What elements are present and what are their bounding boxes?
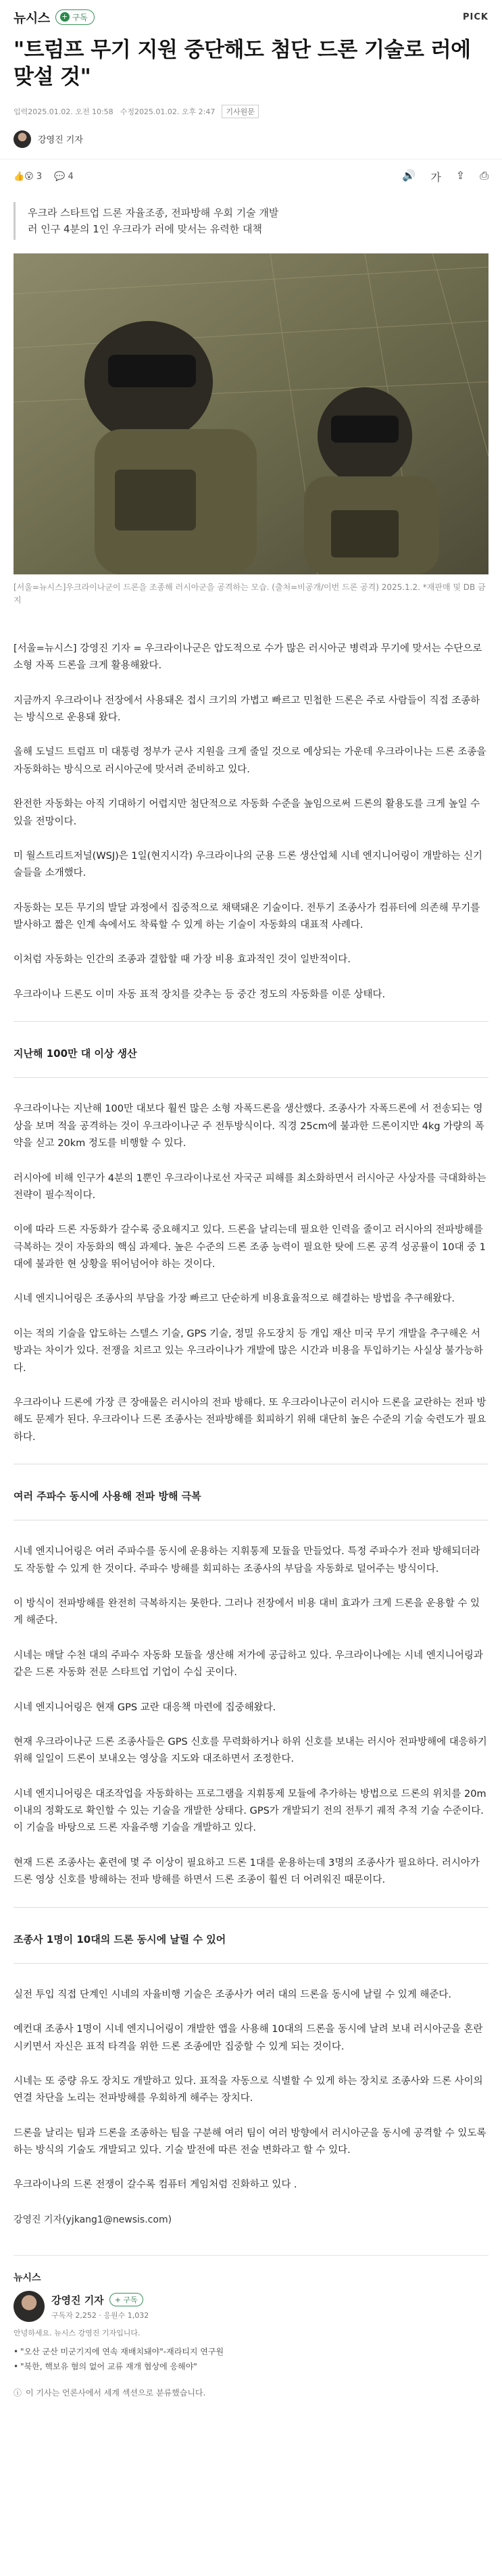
share-icon[interactable]: ⇪ (455, 168, 466, 182)
paragraph: 드론을 날리는 팀과 드론을 조종하는 팀을 구분해 여러 팀이 여러 방향에서 러시아군을 동시에 공격할 수 있도록 하는 방식의 기술도 개발되고 있다. 기술 발전에 따른 전술 변화라고 할 수 있다. (14, 2127, 486, 2156)
comment-count: 4 (68, 171, 74, 182)
paragraph: 자동화는 모든 무기의 발달 과정에서 집중적으로 채택돼온 기술이다. 전투기 조종사가 컴퓨터에 의존해 무기를 발사하고 짧은 인계 속에서도 착륙할 수 있게 하는 기술이 자동화의 대표적 사례다. (14, 902, 480, 931)
paragraph: 우크라이나의 드론 전쟁이 갈수록 컴퓨터 게임처럼 진화하고 있다 . (14, 2179, 297, 2191)
drone-operators-illustration (14, 253, 488, 574)
paragraph: [서울=뉴시스] 강영진 기자 = 우크라이나군은 압도적으로 수가 많은 러시아군 병력과 무기에 맞서는 수단으로 소형 자폭 드론을 크게 활용해왔다. (14, 643, 482, 672)
paragraph: 미 월스트리트저널(WSJ)은 1일(현지시각) 우크라이나의 군용 드론 생산업체 시네 엔지니어링이 개발하는 신기술들을 소개했다. (14, 850, 483, 879)
press-logo[interactable]: 뉴시스 (14, 11, 50, 26)
subscribe-button[interactable] (55, 9, 95, 25)
comment-icon: 💬 (54, 171, 66, 182)
paragraph: 시네 엔지니어링은 여러 주파수를 동시에 운용하는 지휘통제 모듈을 만들었다. 특정 주파수가 전파 방해되더라도 작동할 수 있게 한 것이다. 주파수 방해를 회피하는 조종사의 부담을 자동화로 덜어주는 방식이다. (14, 1546, 480, 1575)
section-heading-2: 여러 주파수 동시에 사용해 전파 방해 극복 (14, 1487, 488, 1520)
reporter-subscribe-button[interactable]: + 구독 (109, 2293, 143, 2306)
reporter-card-name[interactable]: 강영진 기자 (51, 2294, 104, 2306)
plus-icon: + (60, 12, 70, 22)
paragraph: 우크라이나 드론에 가장 큰 장애물은 러시아의 전파 방해다. 또 우크라이나군이 러시아 드론을 교란하는 전파 방해도 문제가 된다. 우크라이나 드론 조종사는 전파방해를 회피하기 위해 대단히 높은 수준의 기술 숙련도가 필요하다. (14, 1397, 486, 1443)
paragraph: 시네는 또 중량 유도 장치도 개발하고 있다. 표적을 자동으로 식별할 수 있게 하는 장치로 조종사와 드론 사이의 연결 차단을 노리는 전파방해를 우회하게 해주는 장치다. (14, 2075, 483, 2104)
section-heading-1: 지난해 100만 대 이상 생산 (14, 1045, 488, 1078)
reporter-email-byline: 강영진 기자(yjkang1@newsis.com) (14, 2214, 172, 2225)
reporter-name[interactable]: 강영진 기자 (38, 135, 83, 146)
reporter-card (14, 2255, 488, 2374)
reporter-card-intro: 안녕하세요. 뉴시스 강영진 기자입니다. (14, 2329, 141, 2338)
action-bar (0, 159, 502, 194)
paragraph: 현재 우크라이나군 드론 조종사들은 GPS 신호를 무력화하거나 하위 신호를 보내는 러시아 전파방해에 대응하기 위해 일일이 드론이 보내오는 영상을 지도와 대조하면서 조정한다. (14, 1736, 487, 1765)
article-meta (0, 91, 502, 125)
paragraph: 올해 도널드 트럼프 미 대통령 정부가 군사 지원을 크게 줄일 것으로 예상되는 가운데 우크라이나는 드론 조종을 자동화하는 방식으로 러시아군에 맞서려 준비하고 있다. (14, 747, 486, 775)
article-summary: 우크라 스타트업 드론 자율조종, 전파방해 우회 기술 개발 러 인구 4분의 1인 우크라가 러에 맞서는 유력한 대책 (14, 202, 488, 240)
reporter-avatar[interactable] (14, 130, 31, 148)
reporter-card-header (14, 2271, 488, 2284)
reporter-recent-articles (14, 2345, 488, 2374)
reporter-card-press-logo[interactable]: 뉴시스 (14, 2273, 41, 2284)
paragraph: 이는 적의 기술을 압도하는 스텔스 기술, GPS 기술, 정밀 유도장치 등 개입 재산 미국 무기 개발을 추구해온 서방과는 차이가 있다. 전쟁을 치르고 있는 우크라이나가 개발에 많은 시간과 비용을 투입하기는 사실상 불가능하다. (14, 1328, 483, 1374)
paragraph: 이처럼 자동화는 인간의 조종과 결합할 때 가장 비용 효과적인 것이 일반적이다. (14, 954, 351, 966)
modified-date: 수정2025.01.02. 오후 2:47 (120, 107, 216, 116)
paragraph: 예컨대 조종사 1명이 시네 엔지니어링이 개발한 앱을 사용해 10대의 드론을 동시에 날려 보내 러시아군을 혼란시키면서 자신은 표적 타격을 위한 드론 조종에만 집중할 수 있게 되는 것이다. (14, 2024, 483, 2052)
published-date: 입력2025.01.02. 오전 10:58 (14, 107, 114, 116)
divider (14, 1021, 488, 1022)
paragraph: 시네 엔지니어링은 대조작업을 자동화하는 프로그램을 지휘통제 모듈에 추가하는 방법으로 드론의 위치를 20m 이내의 정확도로 확인할 수 있는 기술을 개발한 상태다. GPS가 개발되기 전의 전투기 궤적 추적 기술 수준이다. 이 기술을 바탕으로 드론 자율주행 기술을 개발하고 있다. (14, 1788, 486, 1834)
paragraph: 현재 드론 조종사는 훈련에 몇 주 이상이 필요하고 드론 1대를 운용하는데 3명의 조종사가 필요하다. 러시아가 드론 영상 신호를 방해하는 전파 방해를 하면서 드론 조종이 훨씬 더 어려워진 때문이다. (14, 1857, 480, 1886)
reporter-card-info (51, 2293, 149, 2321)
top-bar (0, 0, 502, 34)
reporter-card-stats: 구독자 2,252 · 응원수 1,032 (51, 2310, 149, 2320)
section-note (14, 2387, 488, 2398)
article-tools (402, 169, 488, 184)
paragraph: 시네는 매달 수천 대의 주파수 자동화 모듈을 생산해 저가에 공급하고 있다. 우크라이나에는 시네 엔지니어링과 같은 드론 자동화 전문 스타트업 기업이 수십 곳이다. (14, 1650, 483, 1679)
reaction-count: 3 (36, 171, 43, 182)
original-article-link[interactable]: 기사원문 (222, 105, 259, 118)
paragraph: 완전한 자동화는 아직 기대하기 어렵지만 첨단적으로 자동화 수준을 높임으로써 드론의 활용도를 크게 높일 수 있을 전망이다. (14, 799, 480, 827)
reporter-card-name-row (51, 2293, 149, 2307)
byline (0, 125, 502, 159)
paragraph: 이에 따라 드론 자동화가 갈수록 중요해지고 있다. 드론을 날리는데 필요한 인력을 줄이고 러시아의 전파방해를 극복하는 것이 자동화의 핵심 과제다. 높은 수준의 드론 조종 능력이 필요한 탓에 드론 공격 성공률이 10대 중 1대에 불과한 현 상황을 뛰어넘어야 하는 것이다. (14, 1224, 486, 1270)
reaction-icon: 👍😮 (14, 171, 34, 182)
paragraph: 시네 엔지니어링은 현재 GPS 교란 대응책 마련에 집중해왔다. (14, 1702, 276, 1713)
article-body (0, 607, 502, 2228)
section-note-text: 이 기사는 언론사에서 세계 섹션으로 분류했습니다. (26, 2387, 206, 2398)
paragraph: 이 방식이 전파방해를 완전히 극복하지는 못한다. 그러나 전장에서 비용 대비 효과가 크게 드론을 운용할 수 있게 해준다. (14, 1598, 480, 1627)
paragraph: 지금까지 우크라이나 전장에서 사용돼온 접시 크기의 가볍고 빠르고 민첩한 드론은 주로 사람들이 직접 조종하는 방식으로 운용돼 왔다. (14, 695, 480, 724)
paragraph: 우크라이나는 지난해 100만 대보다 훨씬 많은 소형 자폭드론을 생산했다. 조종사가 자폭드론에 서 전송되는 영상을 보며 적을 공격하는 것이 우크라이나군 주 전투방식이다. 직경 25cm에 불과한 드론이지만 4kg 가량의 폭약을 싣고 20km 정도를 비행할 수 있다. (14, 1104, 484, 1149)
divider (14, 1907, 488, 1908)
reporter-card-row (14, 2291, 488, 2322)
font-size-icon[interactable]: 가 (430, 170, 441, 184)
paragraph: 시네 엔지니어링은 조종사의 부담을 가장 빠르고 단순하게 비용효율적으로 해결하는 방법을 추구해왔다. (14, 1293, 455, 1305)
brand (14, 8, 95, 26)
pick-button[interactable]: PICK (463, 11, 488, 22)
tts-icon[interactable]: 🔊 (402, 168, 416, 182)
paragraph: 우크라이나 드론도 이미 자동 표적 장치를 갖추는 등 중간 정도의 자동화를 이룬 상태다. (14, 989, 386, 1000)
recent-article-link[interactable]: • "오산 군산 미군기지에 연속 재배치돼야"-재라티지 연구원 (14, 2345, 488, 2360)
print-icon[interactable]: ⎙ (480, 168, 488, 182)
section-heading-3: 조종사 1명이 10대의 드론 동시에 날릴 수 있어 (14, 1931, 488, 1964)
article-headline: "트럼프 무기 지원 중단해도 첨단 드론 기술로 러에 맞설 것" (14, 38, 471, 90)
subscribe-label: 구독 (72, 12, 88, 22)
photo-caption: [서울=뉴시스]우크라이나군이 드론을 조종해 러시아군을 공격하는 모습. (출처=비공개/이번 드론 공격) 2025.1.2. *재판매 및 DB 금지 (14, 582, 486, 605)
recent-article-link[interactable]: • "북한, 핵보유 혐의 없어 교류 재개 협상에 응해야" (14, 2360, 488, 2375)
paragraph: 실전 투입 직접 단계인 시네의 자율비행 기술은 조종사가 여러 대의 드론을 동시에 날릴 수 있게 해준다. (14, 1989, 452, 2000)
comment-button[interactable] (54, 172, 74, 182)
reporter-card-avatar[interactable] (14, 2291, 45, 2322)
info-icon: ⓘ (14, 2387, 22, 2398)
paragraph: 러시아에 비해 인구가 4분의 1뿐인 우크라이나로선 자국군 피해를 최소화하면서 러시아군 사상자를 극대화하는 전략이 필수적이다. (14, 1172, 486, 1201)
reaction-button[interactable] (14, 172, 42, 182)
article-photo (14, 253, 488, 574)
reactions (14, 172, 74, 182)
